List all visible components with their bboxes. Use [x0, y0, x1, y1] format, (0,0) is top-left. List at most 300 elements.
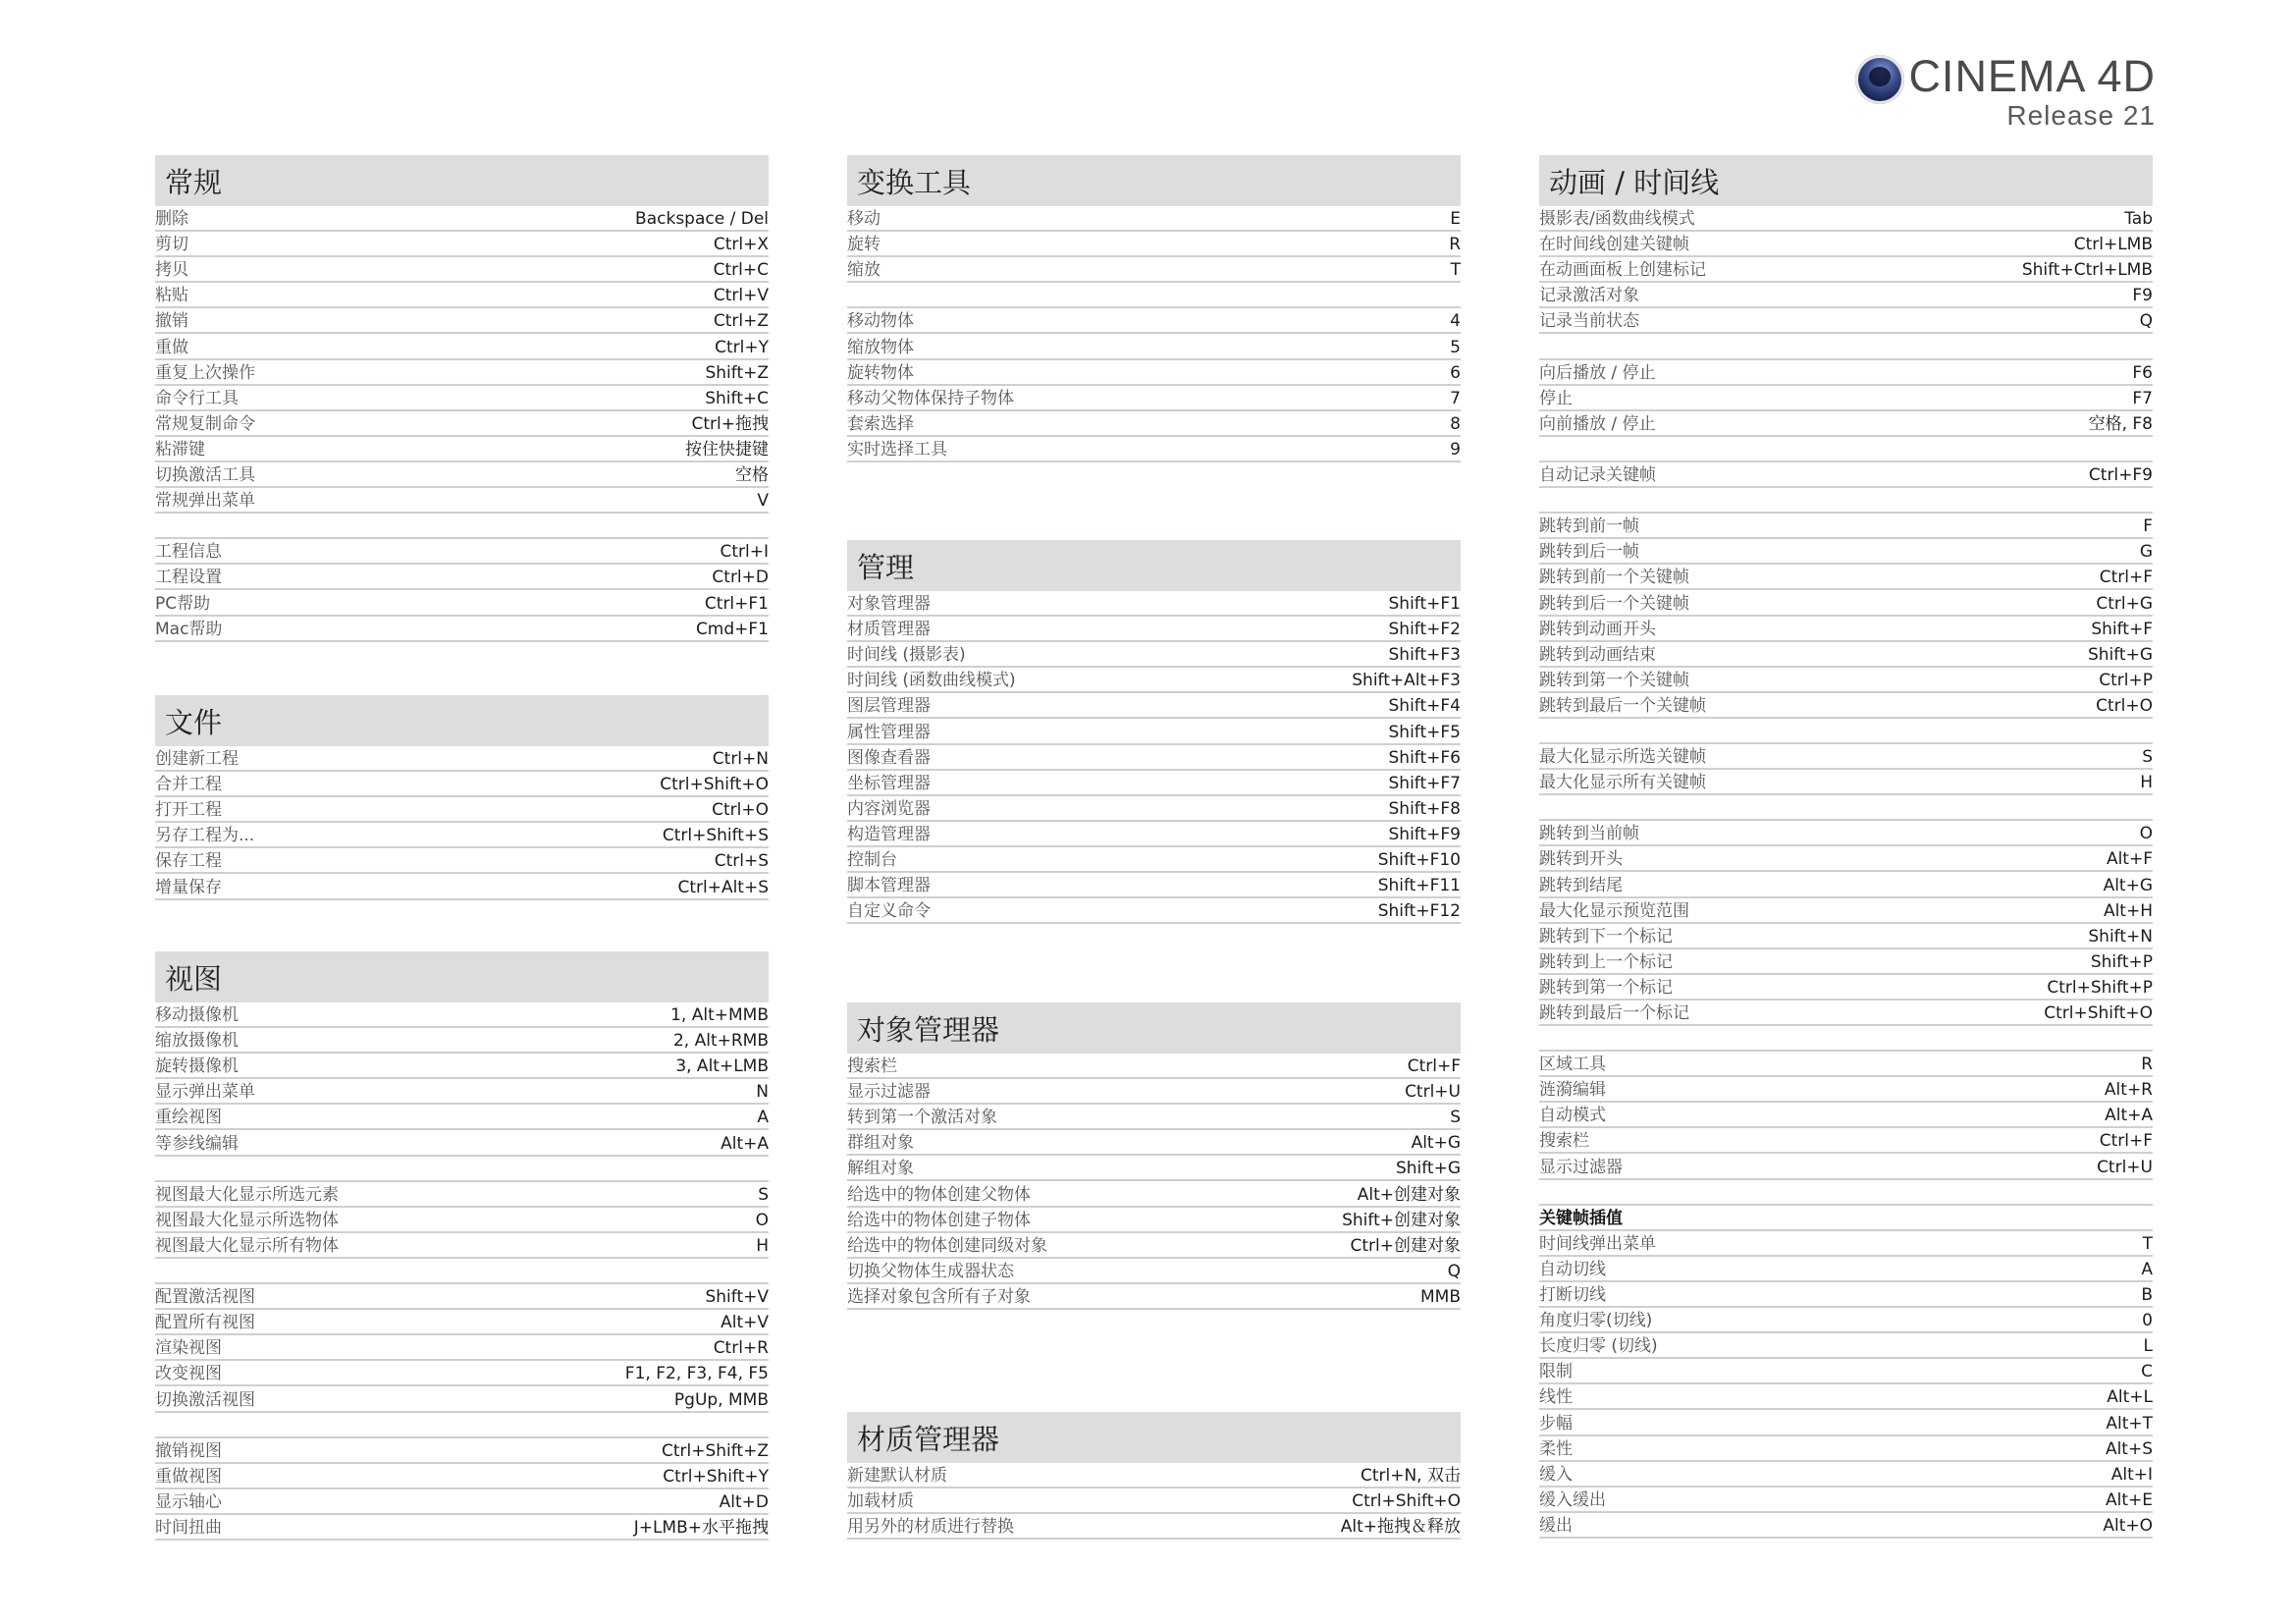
shortcut-action: 搜索栏	[847, 1056, 897, 1077]
shortcut-action: 对象管理器	[847, 594, 931, 615]
shortcut-row	[847, 591, 1461, 617]
shortcut-key: 空格	[735, 465, 769, 486]
shortcut-key: Shift+P	[2090, 951, 2153, 972]
shortcut-row	[1539, 462, 2153, 488]
shortcut-row	[155, 1361, 769, 1386]
shortcut-key: Ctrl+I	[720, 542, 769, 563]
shortcut-key: Alt+H	[2103, 900, 2153, 921]
shortcut-key: S	[2142, 747, 2153, 768]
shortcut-key: E	[1450, 209, 1461, 230]
shortcut-action: 渲染视图	[155, 1338, 222, 1359]
shortcut-action: 给选中的物体创建子物体	[847, 1210, 1031, 1230]
spacer-row	[1539, 334, 2153, 359]
shortcut-row	[155, 1284, 769, 1310]
shortcut-key: Alt+S	[2105, 1438, 2153, 1459]
spacer-row	[1539, 1026, 2153, 1052]
shortcut-key: 5	[1450, 337, 1461, 357]
shortcut-action: 跳转到下一个标记	[1539, 926, 1673, 947]
shortcut-row	[155, 411, 769, 437]
shortcut-row	[1539, 1462, 2153, 1488]
shortcut-key: H	[756, 1235, 769, 1256]
shortcut-row	[155, 565, 769, 590]
shortcut-action: 重做视图	[155, 1466, 222, 1487]
shortcut-action: 视图最大化显示所有物体	[155, 1235, 339, 1256]
shortcut-key: 9	[1450, 439, 1461, 460]
shortcut-section	[155, 951, 769, 1541]
shortcut-row	[847, 1463, 1461, 1489]
shortcut-row	[155, 1002, 769, 1028]
shortcut-row	[155, 1489, 769, 1515]
shortcut-action: 属性管理器	[847, 722, 931, 742]
shortcut-key: Shift+F2	[1388, 620, 1461, 640]
shortcut-row	[1539, 744, 2153, 770]
shortcut-key: G	[2139, 542, 2153, 563]
shortcut-key: 按住快捷键	[685, 439, 769, 460]
shortcut-action: 自动切线	[1539, 1259, 1606, 1279]
shortcut-row	[847, 1208, 1461, 1233]
spacer-row	[847, 283, 1461, 308]
shortcut-row	[1539, 693, 2153, 719]
shortcut-action: Mac帮助	[155, 619, 223, 639]
shortcut-action: 创建新工程	[155, 749, 239, 770]
shortcut-key: Ctrl+创建对象	[1350, 1235, 1461, 1256]
shortcut-action: 重做	[155, 337, 188, 357]
shortcut-row	[847, 898, 1461, 924]
shortcut-row	[155, 1054, 769, 1079]
shortcut-row	[1539, 1282, 2153, 1308]
shortcut-action: 改变视图	[155, 1364, 222, 1384]
shortcut-action: 套索选择	[847, 413, 914, 434]
shortcut-action: 切换激活工具	[155, 465, 255, 486]
spacer-row	[1539, 1180, 2153, 1206]
shortcut-row	[1539, 411, 2153, 437]
shortcut-action: 显示过滤器	[1539, 1157, 1623, 1177]
shortcut-key: 4	[1450, 311, 1461, 332]
shortcut-row	[847, 1105, 1461, 1130]
shortcut-action: 旋转	[847, 235, 881, 255]
shortcut-action: 等参线编辑	[155, 1133, 239, 1154]
shortcut-row	[847, 232, 1461, 257]
shortcut-key: A	[2141, 1259, 2153, 1279]
shortcut-action: 工程设置	[155, 568, 222, 588]
shortcut-key: Ctrl+F	[1407, 1056, 1461, 1077]
shortcut-action: 常规复制命令	[155, 413, 255, 434]
shortcut-action: 脚本管理器	[847, 876, 931, 896]
shortcut-row	[1539, 257, 2153, 283]
shortcut-action: 时间线 (函数曲线模式)	[847, 671, 1016, 691]
shortcut-key: Ctrl+Shift+O	[1352, 1491, 1461, 1512]
shortcut-row	[847, 437, 1461, 462]
shortcut-key: Shift+F9	[1388, 824, 1461, 844]
shortcut-action: 撤销	[155, 311, 188, 332]
shortcut-key: Ctrl+F1	[704, 593, 769, 614]
shortcut-action: 移动	[847, 209, 881, 230]
shortcut-action: 构造管理器	[847, 824, 931, 844]
shortcut-row	[1539, 1001, 2153, 1026]
shortcut-action: 解组对象	[847, 1159, 914, 1179]
shortcut-action: 记录激活对象	[1539, 286, 1639, 306]
shortcut-row	[847, 1233, 1461, 1259]
shortcut-action: 给选中的物体创建同级对象	[847, 1235, 1047, 1256]
shortcut-row	[1539, 642, 2153, 668]
shortcut-key: S	[1450, 1108, 1461, 1128]
shortcut-action: 跳转到动画开头	[1539, 619, 1656, 639]
shortcut-key: 8	[1450, 413, 1461, 434]
shortcut-row	[847, 1156, 1461, 1181]
shortcut-key: Alt+E	[2105, 1489, 2153, 1510]
shortcut-action: 摄影表/函数曲线模式	[1539, 209, 1695, 230]
shortcut-action: 角度归零(切线)	[1539, 1311, 1653, 1331]
shortcut-key: Shift+G	[2087, 644, 2153, 665]
shortcut-section	[1539, 155, 2153, 1539]
shortcut-row	[155, 386, 769, 411]
shortcut-section	[155, 695, 769, 900]
shortcut-action: 用另外的材质进行替换	[847, 1517, 1014, 1538]
shortcut-key: Shift+F5	[1388, 722, 1461, 742]
shortcut-key: Shift+F12	[1377, 901, 1461, 922]
section-title: 对象管理器	[847, 1002, 1461, 1054]
shortcut-key: Ctrl+F9	[2088, 465, 2153, 486]
shortcut-key: Ctrl+F	[2099, 1131, 2153, 1152]
shortcut-action: 选择对象包含所有子对象	[847, 1286, 1031, 1307]
cinema4d-logo	[1855, 51, 2156, 139]
shortcut-key: L	[2143, 1336, 2153, 1357]
shortcut-key: Shift+F	[2091, 619, 2153, 639]
shortcut-action: 跳转到最后一个关键帧	[1539, 695, 1706, 716]
cinema4d-sphere-icon	[1855, 55, 1904, 104]
shortcut-action: 保存工程	[155, 851, 222, 872]
shortcut-row	[1539, 1333, 2153, 1359]
shortcut-key: Ctrl+P	[2099, 670, 2153, 690]
shortcut-row	[155, 590, 769, 616]
shortcut-key: Ctrl+Shift+Y	[663, 1466, 769, 1487]
shortcut-row	[847, 693, 1461, 719]
shortcut-row	[847, 822, 1461, 847]
shortcut-action: 缩放物体	[847, 337, 914, 357]
shortcut-key: Ctrl+U	[1405, 1082, 1461, 1103]
shortcut-action: 重绘视图	[155, 1108, 222, 1128]
shortcut-action: 自定义命令	[847, 901, 931, 922]
shortcut-key: 3, Alt+LMB	[675, 1056, 769, 1077]
shortcut-key: Alt+拖拽＆释放	[1340, 1517, 1461, 1538]
shortcut-key: F9	[2132, 286, 2153, 306]
shortcut-action: 粘贴	[155, 286, 188, 306]
shortcut-row	[1539, 1103, 2153, 1128]
shortcut-action: 合并工程	[155, 775, 222, 795]
shortcut-key: MMB	[1420, 1286, 1461, 1307]
section-title: 管理	[847, 540, 1461, 591]
shortcut-action: 跳转到后一个关键帧	[1539, 593, 1689, 614]
shortcut-key: Shift+C	[705, 388, 769, 408]
shortcut-action: 材质管理器	[847, 620, 931, 640]
shortcut-action: 时间线弹出菜单	[1539, 1233, 1656, 1254]
shortcut-key: Alt+L	[2107, 1387, 2153, 1408]
shortcut-action: 转到第一个激活对象	[847, 1108, 997, 1128]
shortcut-row	[155, 1335, 769, 1361]
shortcut-key: O	[2139, 824, 2153, 844]
shortcut-key: Ctrl+Shift+Z	[661, 1440, 769, 1461]
shortcut-action: 显示过滤器	[847, 1082, 931, 1103]
shortcut-action: 跳转到前一帧	[1539, 516, 1639, 537]
shortcut-row	[155, 308, 769, 334]
shortcut-row	[155, 797, 769, 823]
shortcut-action: 区域工具	[1539, 1055, 1606, 1075]
shortcut-action: 打断切线	[1539, 1285, 1606, 1306]
shortcut-key: Ctrl+N	[712, 749, 769, 770]
shortcut-action: 最大化显示预览范围	[1539, 900, 1689, 921]
shortcut-action: 自动记录关键帧	[1539, 465, 1656, 486]
shortcut-action: 工程信息	[155, 542, 222, 563]
shortcut-action: 缓出	[1539, 1515, 1573, 1536]
shortcut-action: 涟漪编辑	[1539, 1080, 1606, 1101]
shortcut-row	[847, 206, 1461, 232]
shortcut-key: Q	[1447, 1261, 1461, 1281]
shortcut-row	[847, 386, 1461, 411]
shortcut-key: Tab	[2124, 209, 2153, 230]
shortcut-key: T	[1450, 260, 1461, 281]
shortcut-row	[155, 823, 769, 848]
shortcut-key: Shift+F8	[1388, 798, 1461, 819]
shortcut-row	[155, 232, 769, 257]
spacer-row	[1539, 719, 2153, 744]
shortcut-key: Alt+G	[2103, 875, 2153, 895]
shortcut-action: 限制	[1539, 1362, 1573, 1382]
shortcut-action: 撤销视图	[155, 1440, 222, 1461]
shortcut-action: 步幅	[1539, 1413, 1573, 1434]
shortcut-action: 时间扭曲	[155, 1517, 222, 1538]
shortcut-row	[1539, 590, 2153, 616]
shortcut-row	[155, 539, 769, 565]
shortcut-key: Shift+Z	[705, 362, 769, 383]
shortcut-key: Alt+V	[721, 1313, 769, 1333]
shortcut-key: Ctrl+V	[713, 286, 769, 306]
section-title: 常规	[155, 155, 769, 206]
spacer-row	[155, 514, 769, 539]
shortcut-key: 7	[1450, 388, 1461, 408]
shortcut-row	[1539, 898, 2153, 924]
shortcut-row	[155, 257, 769, 283]
shortcut-row	[155, 848, 769, 874]
shortcut-key: R	[2141, 1055, 2153, 1075]
shortcut-action: 向前播放 / 停止	[1539, 413, 1656, 434]
shortcut-action: 移动摄像机	[155, 1005, 239, 1026]
shortcut-action: 拷贝	[155, 260, 188, 281]
shortcut-row	[847, 334, 1461, 359]
shortcut-action: 切换激活视图	[155, 1389, 255, 1410]
shortcut-key: Shift+F7	[1388, 773, 1461, 793]
shortcut-row	[1539, 1128, 2153, 1154]
shortcut-key: Shift+F4	[1388, 696, 1461, 717]
shortcut-key: Alt+R	[2104, 1080, 2153, 1101]
section-title: 文件	[155, 695, 769, 746]
shortcut-action: 实时选择工具	[847, 439, 947, 460]
shortcut-action: 跳转到动画结束	[1539, 644, 1656, 665]
shortcut-row	[155, 488, 769, 514]
shortcut-row	[847, 1284, 1461, 1310]
shortcut-action: 重复上次操作	[155, 362, 255, 383]
shortcut-action: 跳转到开头	[1539, 849, 1623, 870]
shortcut-row	[1539, 308, 2153, 334]
shortcut-row	[847, 668, 1461, 693]
shortcut-key: Shift+F10	[1377, 850, 1461, 871]
shortcut-action: 缓入	[1539, 1464, 1573, 1485]
shortcut-key: Shift+F1	[1388, 594, 1461, 615]
shortcut-action: 删除	[155, 209, 188, 230]
shortcut-row	[1539, 1513, 2153, 1539]
shortcut-key: 空格, F8	[2088, 413, 2153, 434]
shortcut-row	[155, 462, 769, 488]
shortcut-row	[1539, 1359, 2153, 1384]
shortcut-key: 0	[2142, 1311, 2153, 1331]
shortcut-key: Alt+创建对象	[1357, 1184, 1461, 1205]
shortcut-action: 另存工程为...	[155, 826, 255, 846]
shortcut-row	[1539, 617, 2153, 642]
shortcut-action: 缓入缓出	[1539, 1489, 1606, 1510]
shortcut-action: 跳转到上一个标记	[1539, 951, 1673, 972]
shortcut-key: Ctrl+G	[2096, 593, 2153, 614]
shortcut-row	[155, 1233, 769, 1259]
shortcut-row	[847, 642, 1461, 668]
shortcut-row	[155, 1182, 769, 1208]
shortcut-key: Shift+G	[1395, 1159, 1461, 1179]
shortcut-action: 柔性	[1539, 1438, 1573, 1459]
shortcut-key: Shift+F11	[1377, 876, 1461, 896]
shortcut-key: 6	[1450, 362, 1461, 383]
shortcut-row	[1539, 283, 2153, 308]
shortcut-key: Ctrl+Shift+O	[660, 775, 769, 795]
shortcut-action: 缩放	[847, 260, 881, 281]
shortcut-action: 跳转到结尾	[1539, 875, 1623, 895]
shortcut-action: 显示弹出菜单	[155, 1082, 255, 1103]
shortcut-key: Ctrl+D	[712, 568, 769, 588]
shortcut-action: 停止	[1539, 388, 1573, 408]
shortcut-row	[155, 746, 769, 772]
logo-release: Release 21	[2006, 100, 2156, 131]
shortcut-row	[1539, 1052, 2153, 1077]
shortcut-key: Ctrl+X	[713, 235, 769, 255]
shortcut-action: 配置激活视图	[155, 1287, 255, 1308]
section-title: 变换工具	[847, 155, 1461, 206]
shortcut-row	[1539, 821, 2153, 846]
shortcut-action: 长度归零 (切线)	[1539, 1336, 1658, 1357]
shortcut-action: 跳转到第一个关键帧	[1539, 670, 1689, 690]
subsection-label: 关键帧插值	[1539, 1208, 1623, 1228]
shortcut-row	[155, 360, 769, 386]
shortcut-row	[847, 617, 1461, 642]
shortcut-row	[847, 1259, 1461, 1284]
shortcut-row	[847, 796, 1461, 822]
shortcut-action: 跳转到第一个标记	[1539, 977, 1673, 998]
shortcut-row	[155, 1464, 769, 1489]
shortcut-key: S	[758, 1184, 769, 1205]
shortcut-key: Backspace / Del	[635, 209, 769, 230]
shortcut-key: Ctrl+R	[713, 1338, 769, 1359]
shortcut-section	[847, 1002, 1461, 1310]
shortcut-action: 打开工程	[155, 800, 222, 821]
shortcut-row	[1539, 565, 2153, 590]
shortcut-action: 缩放摄像机	[155, 1031, 239, 1052]
shortcut-action: 视图最大化显示所选元素	[155, 1184, 339, 1205]
shortcut-key: Ctrl+O	[2096, 695, 2153, 716]
shortcut-action: 移动父物体保持子物体	[847, 388, 1014, 408]
shortcut-row	[847, 1489, 1461, 1514]
shortcut-row	[155, 874, 769, 899]
shortcut-row	[155, 283, 769, 308]
shortcut-row	[1539, 1436, 2153, 1462]
shortcut-key: Alt+A	[2105, 1106, 2153, 1126]
shortcut-key: O	[755, 1210, 769, 1230]
shortcut-key: H	[2140, 773, 2153, 793]
shortcut-key: Ctrl+LMB	[2073, 235, 2153, 255]
shortcut-key: Ctrl+O	[712, 800, 769, 821]
shortcut-row	[1539, 1384, 2153, 1410]
shortcut-action: 线性	[1539, 1387, 1573, 1408]
shortcut-key: 2, Alt+RMB	[672, 1031, 769, 1052]
shortcut-row	[1539, 206, 2153, 232]
shortcut-key: F7	[2132, 388, 2153, 408]
shortcut-row	[1539, 924, 2153, 949]
shortcut-key: Ctrl+Shift+O	[2044, 1003, 2153, 1023]
spacer-row	[155, 1157, 769, 1182]
shortcut-row	[847, 719, 1461, 744]
shortcut-key: Shift+Ctrl+LMB	[2021, 260, 2153, 281]
section-title: 视图	[155, 951, 769, 1002]
shortcut-key: Shift+V	[705, 1287, 769, 1308]
shortcut-row	[1539, 386, 2153, 411]
shortcut-action: 旋转物体	[847, 362, 914, 383]
shortcut-key: Q	[2139, 311, 2153, 332]
shortcut-key: Ctrl+拖拽	[691, 413, 769, 434]
shortcut-action: 跳转到当前帧	[1539, 824, 1639, 844]
shortcut-row	[847, 1054, 1461, 1079]
shortcut-row	[155, 772, 769, 797]
subsection-label-row	[1539, 1206, 2153, 1231]
shortcut-row	[1539, 514, 2153, 539]
shortcut-action: 最大化显示所选关键帧	[1539, 747, 1706, 768]
spacer-row	[1539, 488, 2153, 514]
shortcut-row	[1539, 1077, 2153, 1103]
shortcut-action: 粘滞键	[155, 439, 205, 460]
spacer-row	[155, 1413, 769, 1438]
shortcut-key: Alt+F	[2106, 849, 2153, 870]
shortcut-action: 剪切	[155, 235, 188, 255]
shortcut-action: 内容浏览器	[847, 798, 931, 819]
shortcut-action: 显示轴心	[155, 1491, 222, 1512]
shortcut-key: Shift+创建对象	[1342, 1210, 1461, 1230]
shortcut-row	[1539, 770, 2153, 795]
shortcut-action: 常规弹出菜单	[155, 491, 255, 512]
shortcut-row	[847, 1130, 1461, 1156]
shortcut-row	[1539, 1488, 2153, 1513]
shortcut-action: 命令行工具	[155, 388, 239, 408]
spacer-row	[155, 1259, 769, 1284]
shortcut-key: Alt+G	[1411, 1133, 1461, 1154]
shortcut-key: C	[2141, 1362, 2153, 1382]
shortcut-action: 加载材质	[847, 1491, 914, 1512]
section-title: 动画 / 时间线	[1539, 155, 2153, 206]
shortcut-action: 在动画面板上创建标记	[1539, 260, 1706, 281]
shortcut-action: 搜索栏	[1539, 1131, 1589, 1152]
shortcut-action: 配置所有视图	[155, 1313, 255, 1333]
shortcut-key: 1, Alt+MMB	[670, 1005, 769, 1026]
shortcut-key: PgUp, MMB	[673, 1389, 769, 1410]
shortcut-action: 跳转到最后一个标记	[1539, 1003, 1689, 1023]
shortcut-row	[847, 1514, 1461, 1540]
shortcut-key: Alt+T	[2106, 1413, 2153, 1434]
shortcut-row	[847, 1181, 1461, 1207]
shortcut-row	[1539, 232, 2153, 257]
shortcut-row	[155, 1208, 769, 1233]
